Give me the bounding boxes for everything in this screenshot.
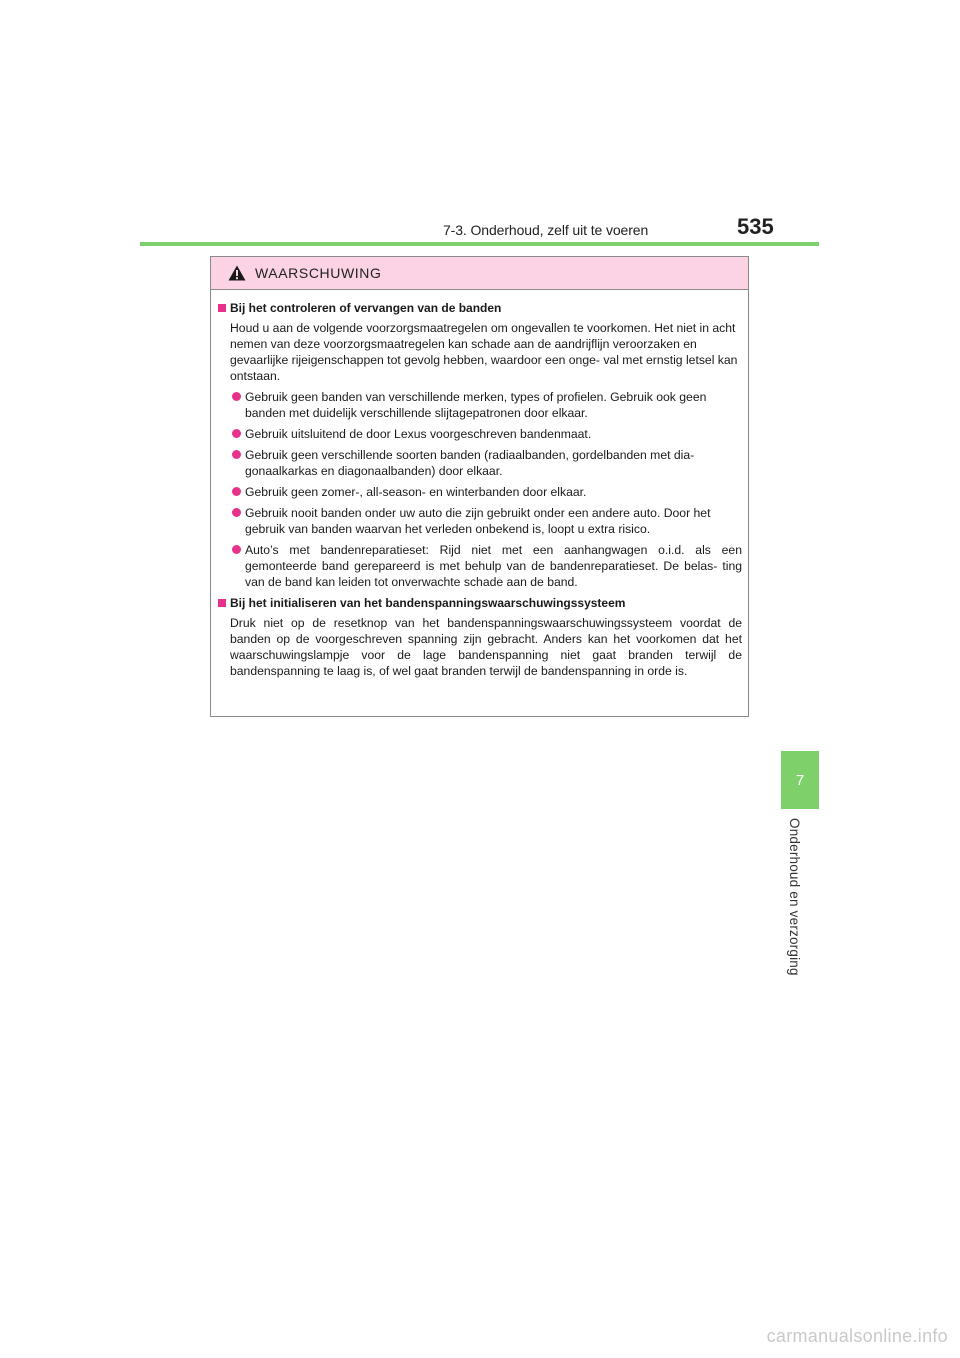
round-bullet-icon: [232, 508, 241, 517]
page-number: 535: [737, 214, 774, 239]
list-item-text: Auto’s met bandenreparatieset: Rijd niet met een aanhangwagen o.i.d. als een gemonteerde band gerepareerd is met behulp van de bandenreparatieset. De belas- ting van de band kan leiden tot onverwachte schade aan de band.: [245, 543, 742, 589]
list-item-text: Gebruik nooit banden onder uw auto die zijn gebruikt onder een andere auto. Door het gebruik van banden waarvan het verleden onbekend is, loopt u extra risico.: [245, 506, 711, 536]
list-item: [218, 484, 742, 500]
list-item: [218, 389, 742, 421]
section-heading: [218, 300, 742, 316]
header-divider: [140, 242, 819, 246]
round-bullet-icon: [232, 545, 241, 554]
list-item-text: Gebruik geen verschillende soorten banden (radiaalbanden, gordelbanden met dia- gonaalkarkas en diagonaalbanden) door elkaar.: [245, 448, 695, 478]
section-heading: [218, 595, 742, 611]
list-item-text: Gebruik uitsluitend de door Lexus voorgeschreven bandenmaat.: [245, 427, 592, 441]
round-bullet-icon: [232, 487, 241, 496]
warning-body: [211, 290, 748, 679]
list-item: [218, 426, 742, 442]
section-intro: Druk niet op de resetknop van het bandenspanningswaarschuwingssysteem voordat de banden op de voorgeschreven spanning zijn gebracht. Anders kan het voorkomen dat het waarschuwingslampje voor de lage bandenspanning niet gaat branden terwijl de bandenspanning te laag is, of wel gaat branden terwijl de bandenspanning in orde is.: [230, 616, 742, 678]
square-bullet-icon: [218, 599, 226, 607]
list-item: [218, 447, 742, 479]
chapter-label: Onderhoud en verzorging: [787, 818, 802, 976]
list-item-text: Gebruik geen zomer-, all-season- en winterbanden door elkaar.: [245, 485, 587, 499]
section-heading-text: Bij het controleren of vervangen van de banden: [230, 301, 502, 315]
warning-title: WAARSCHUWING: [255, 265, 382, 281]
warning-box: [210, 256, 749, 717]
section-intro: Houd u aan de volgende voorzorgsmaatregelen om ongevallen te voorkomen. Het niet in acht nemen van deze voorzorgsmaatregelen kan schade aan de aandrijflijn veroorzaken en gevaarlijke rijeigenschappen tot gevolg hebben, waardoor een onge- val met ernstig letsel kan ontstaan.: [230, 321, 738, 383]
list-item: [218, 542, 742, 590]
chapter-number: 7: [795, 771, 805, 789]
square-bullet-icon: [218, 304, 226, 312]
round-bullet-icon: [232, 450, 241, 459]
section-title: 7-3. Onderhoud, zelf uit te voeren: [443, 222, 649, 238]
list-item-text: Gebruik geen banden van verschillende merken, types of profielen. Gebruik ook geen banden met duidelijk verschillende slijtagepatronen door elkaar.: [245, 390, 707, 420]
watermark: carmanualsonline.info: [766, 1326, 948, 1346]
round-bullet-icon: [232, 392, 241, 401]
round-bullet-icon: [232, 429, 241, 438]
chapter-tab: [781, 751, 819, 809]
warning-header: [211, 257, 748, 290]
list-item: [218, 505, 742, 537]
section-heading-text: Bij het initialiseren van het bandenspanningswaarschuwingssysteem: [230, 596, 626, 610]
warning-triangle-icon: [228, 265, 246, 281]
warning-section-tires: [218, 300, 742, 590]
warning-section-tpms: [218, 595, 742, 679]
